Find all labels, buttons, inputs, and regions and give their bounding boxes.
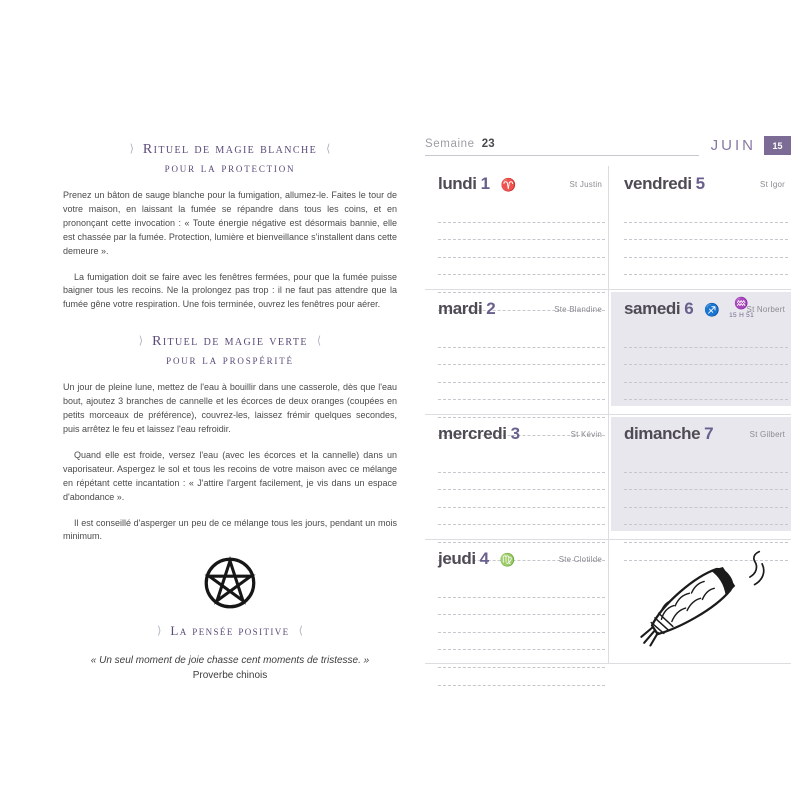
writing-line xyxy=(624,240,788,258)
week-header xyxy=(425,131,791,156)
saint-name: St Norbert xyxy=(746,305,785,314)
left-page xyxy=(63,140,397,681)
day-name: samedi xyxy=(624,299,681,318)
right-page xyxy=(425,131,791,664)
section-title-line2: pour la prospérité xyxy=(166,353,294,368)
writing-line xyxy=(624,508,788,526)
writing-line xyxy=(438,348,605,366)
saint-name: Ste Clotilde xyxy=(558,555,602,564)
paragraph: Un jour de pleine lune, mettez de l'eau à bouillir dans une casserole, dès que l'eau bout, ajoutez 3 branches de cannelle et les écorces de deux oranges (coupées en petits morceaux de préférence), couvrez-les, laissez frémir quelques secondes, puis arrêtez le feu et laissez l'eau refroidir. xyxy=(63,382,397,434)
section-title-green-magic xyxy=(63,332,397,370)
day-cell-jeudi xyxy=(425,539,608,664)
writing-line xyxy=(438,455,605,473)
paragraph: Quand elle est froide, versez l'eau (avec les écorces et la cannelle) dans un vaporisateur. Aspergez le sol et tous les recoins de votre maison avec ce mélange en répétant cette incantation : « J'attire l'argent facilement, je vis dans un espace d'abondance ». xyxy=(63,449,397,502)
saint-name: Ste Blandine xyxy=(554,305,602,314)
section-title-line2: pour la protection xyxy=(164,161,296,175)
day-number: 6 xyxy=(684,299,694,318)
writing-line xyxy=(438,615,605,633)
writing-line xyxy=(624,383,788,401)
positive-thought-label: La pensée positive xyxy=(170,623,290,639)
day-name: dimanche xyxy=(624,424,701,443)
writing-line xyxy=(438,508,605,526)
saint-name: St Gilbert xyxy=(749,430,785,439)
day-name: mardi xyxy=(438,299,483,318)
writing-line xyxy=(438,633,605,651)
writing-line xyxy=(438,383,605,401)
writing-line xyxy=(624,205,788,223)
writing-line xyxy=(624,348,788,366)
writing-line xyxy=(438,205,605,223)
chevron-open-icon: ⟩ xyxy=(157,625,162,638)
writing-line xyxy=(438,365,605,383)
day-name: jeudi xyxy=(438,549,476,568)
day-name: mercredi xyxy=(438,424,507,443)
paragraph: Il est conseillé d'asperger un peu de ce mélange tous les jours, pendant un mois minimum. xyxy=(63,517,397,542)
month-label: JUIN xyxy=(710,137,756,154)
pentagram-icon xyxy=(63,556,397,615)
chevron-open-icon: ⟩ xyxy=(129,143,134,155)
day-cell-lundi xyxy=(425,164,608,289)
day-number: 2 xyxy=(486,299,496,318)
quote-text: « Un seul moment de joie chasse cent moments de tristesse. » xyxy=(90,655,370,667)
week-label: Semaine xyxy=(425,138,475,150)
section-title-line1: Rituel de magie blanche xyxy=(142,142,318,157)
chevron-open-icon: ⟩ xyxy=(138,335,144,348)
chevron-close-icon: ⟨ xyxy=(298,625,303,638)
day-number: 3 xyxy=(510,424,521,443)
writing-line xyxy=(624,223,788,241)
writing-line xyxy=(624,258,788,276)
sagittarius-icon: ♐ xyxy=(704,303,720,317)
moon-time: 15 H 51 xyxy=(729,312,755,319)
saint-name: St Kévin xyxy=(570,430,602,439)
section-title-white-magic xyxy=(63,140,397,178)
day-cell-vendredi xyxy=(608,164,791,289)
day-number: 7 xyxy=(704,424,714,443)
chevron-close-icon: ⟨ xyxy=(316,335,322,348)
writing-lines xyxy=(438,580,605,686)
day-number: 5 xyxy=(695,174,706,193)
writing-line xyxy=(438,650,605,668)
writing-line xyxy=(624,330,788,348)
writing-line xyxy=(438,240,605,258)
paragraph: La fumigation doit se faire avec les fenêtres fermées, pour que la fumée puisse baigner tous les recoins. Ne la prolongez pas trop : il ne faut pas attendre que la fumée gêne votre respiration. Une fois terminée, ouvrez les fenêtres pour aérer. xyxy=(63,271,397,310)
chevron-close-icon: ⟨ xyxy=(326,143,331,155)
writing-line xyxy=(438,580,605,598)
writing-line xyxy=(438,223,605,241)
paragraph: Prenez un bâton de sauge blanche pour la fumigation, allumez-le. Faites le tour de votre maison, en laissant la fumée se répandre dans tous les coins, et en prononçant cette invocation : « Toute énergie négative est désormais bannie, elle est chassée par la fumée. Protection, lumière et bienveillance s'installent dans cette demeure ». xyxy=(63,190,397,256)
writing-line xyxy=(624,473,788,491)
day-cell-mercredi xyxy=(425,414,608,539)
day-number: 4 xyxy=(479,549,490,568)
writing-line xyxy=(438,330,605,348)
week-title xyxy=(425,138,699,156)
day-cell-samedi xyxy=(608,289,791,414)
calendar-grid xyxy=(425,164,791,664)
section-title-line1: Rituel de magie verte xyxy=(152,334,308,350)
sage-smudge-illustration xyxy=(608,539,791,664)
page-number-badge: 15 xyxy=(764,136,791,155)
week-number: 23 xyxy=(481,138,495,150)
writing-line xyxy=(438,258,605,276)
day-number: 1 xyxy=(480,174,491,193)
aries-icon: ♈ xyxy=(500,178,517,192)
writing-line xyxy=(624,365,788,383)
writing-line xyxy=(438,473,605,491)
day-name: vendredi xyxy=(624,174,692,193)
writing-line xyxy=(438,490,605,508)
writing-line xyxy=(438,598,605,616)
writing-line xyxy=(438,668,605,686)
day-cell-dimanche xyxy=(608,414,791,539)
positive-thought-title xyxy=(63,621,397,641)
day-name: lundi xyxy=(438,174,477,193)
saint-name: St Igor xyxy=(760,180,785,189)
saint-name: St Justin xyxy=(569,180,602,189)
quote-attribution: Proverbe chinois xyxy=(192,670,268,682)
virgo-icon: ♍ xyxy=(499,553,516,567)
day-cell-mardi xyxy=(425,289,608,414)
writing-line xyxy=(624,455,788,473)
writing-line xyxy=(624,490,788,508)
aquarius-icon: ♒ xyxy=(734,298,749,310)
